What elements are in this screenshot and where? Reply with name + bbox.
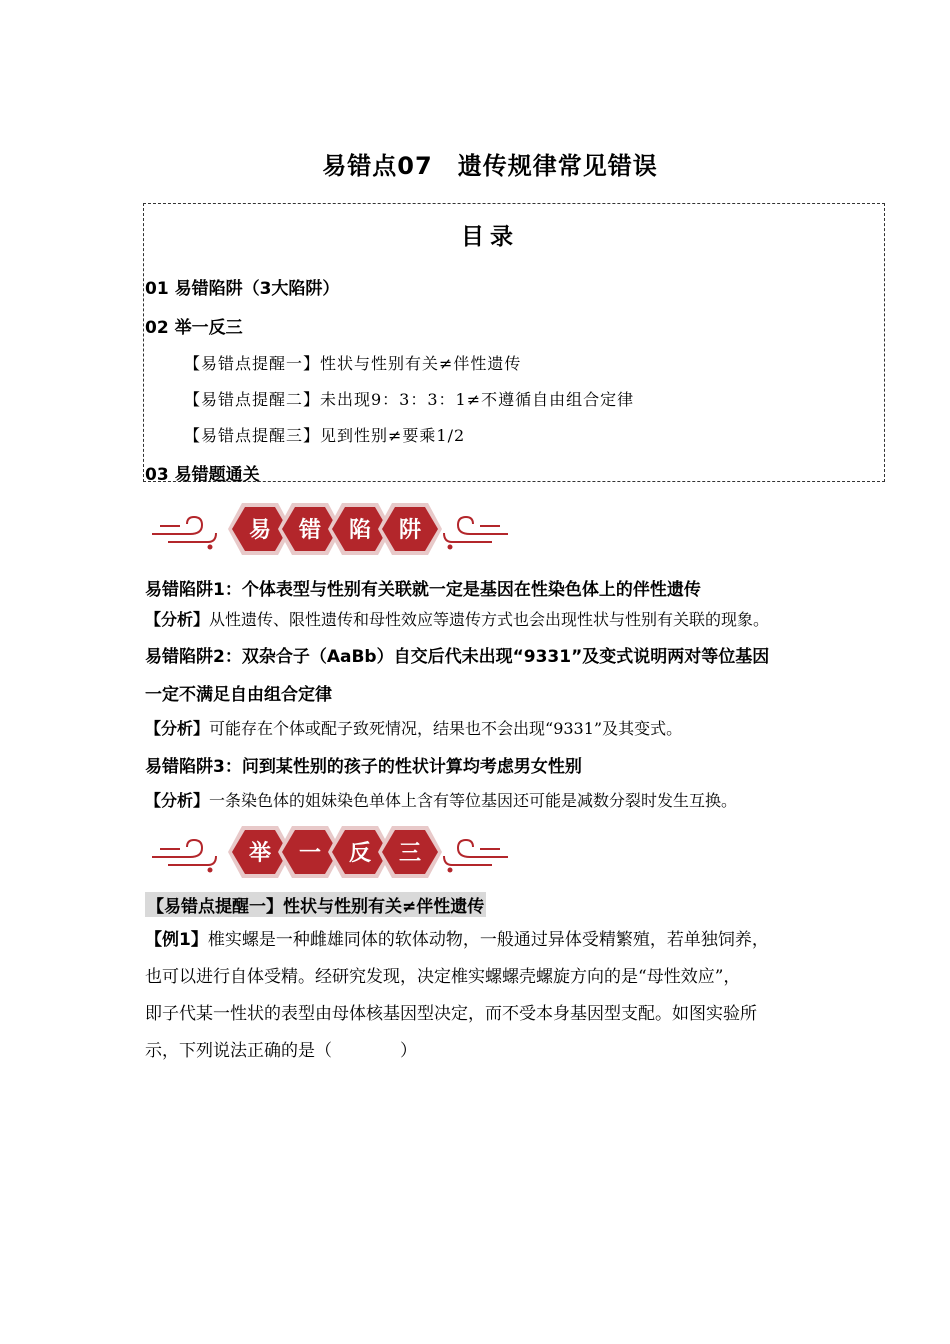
trap-2-title-line1: 易错陷阱2：双杂合子（AaBb）自交后代未出现“9331”及变式说明两对等位基因 [145,647,770,667]
banner-char: 反 [348,841,372,866]
banner-traps [150,497,510,561]
banner-char: 陷 [348,518,372,543]
example-line-2: 也可以进行自体受精。经研究发现，决定椎实螺螺壳螺旋方向的是“母性效应”， [145,967,741,987]
toc-item-2: 【易错点提醒二】未出现9：3：3：1≠不遵循自由组合定律 [184,390,635,409]
example-line-4: 示，下列说法正确的是（ ） [145,1041,417,1061]
trap-1-analysis: 【分析】从性遗传、限性遗传和母性效应等遗传方式也会出现性状与性别有关联的现象。 [145,610,770,629]
right-swirl-icon [444,840,508,865]
toc-item-1: 【易错点提醒一】性状与性别有关≠伴性遗传 [184,354,522,373]
banner-char: 易 [248,518,272,543]
banner-char: 一 [298,841,322,866]
trap-2-analysis: 【分析】可能存在个体或配子致死情况，结果也不会出现“9331”及其变式。 [145,719,683,738]
left-swirl-icon [152,840,216,865]
example-line-3: 即子代某一性状的表型由母体核基因型决定，而不受本身基因型支配。如图实验所 [145,1004,757,1024]
trap-3-analysis: 【分析】一条染色体的姐妹染色单体上含有等位基因还可能是减数分裂时发生互换。 [145,791,738,810]
reminder-1-heading: 【易错点提醒一】性状与性别有关≠伴性遗传 [145,892,486,917]
example-1 [145,922,845,1070]
banner-char: 举 [248,841,272,866]
left-swirl-icon [152,517,216,542]
banner-practice [150,820,510,884]
toc-heading: 目录 [461,224,519,250]
example-line-1: 【例1】椎实螺是一种雌雄同体的软体动物，一般通过异体受精繁殖，若单独饲养， [145,930,769,950]
trap-3-title: 易错陷阱3：问到某性别的孩子的性状计算均考虑男女性别 [145,757,582,777]
toc-section-1: 01 易错陷阱（3大陷阱） [145,279,340,299]
toc-section-2: 02 举一反三 [145,318,243,338]
toc-item-3: 【易错点提醒三】见到性别≠要乘1/2 [184,426,466,445]
trap-1-title: 易错陷阱1：个体表型与性别有关联就一定是基因在性染色体上的伴性遗传 [145,580,701,600]
banner-char: 三 [398,841,422,866]
banner-char: 错 [298,518,322,543]
toc-section-3: 03 易错题通关 [145,465,260,485]
banner-char: 阱 [398,518,422,543]
page-title: 易错点07 遗传规律常见错误 [322,152,658,180]
trap-2-title-line2: 一定不满足自由组合定律 [145,685,332,705]
right-swirl-icon [444,517,508,542]
